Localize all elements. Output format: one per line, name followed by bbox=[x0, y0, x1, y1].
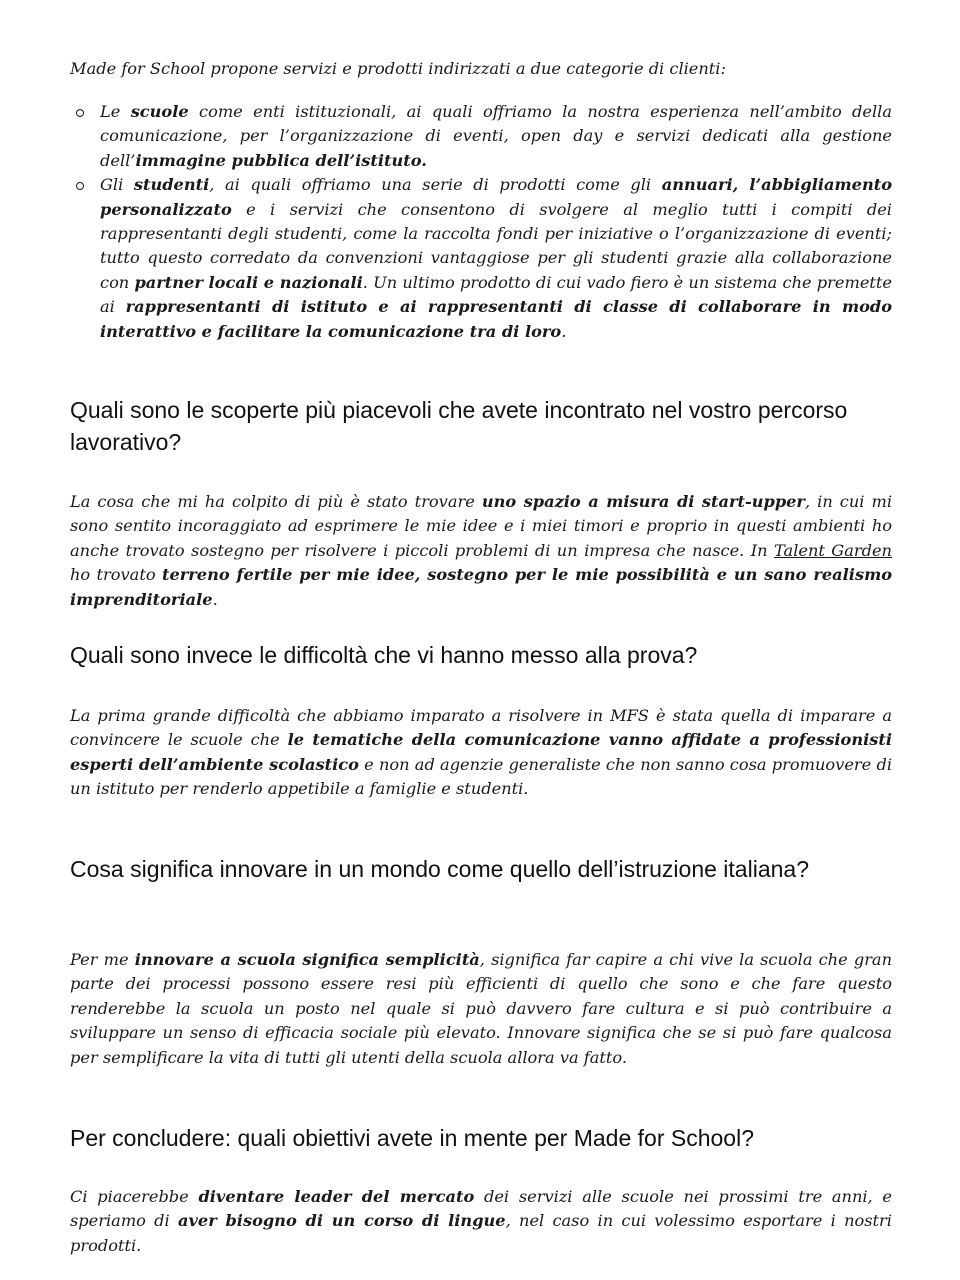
text-run: , nel caso in cui volessimo esportare i nostri prodotti. bbox=[70, 1211, 892, 1255]
client-students-text bbox=[100, 173, 892, 344]
section-heading-innovation: Cosa significa innovare in un mondo come quello dell’istruzione italiana? bbox=[70, 856, 809, 882]
text-run: La cosa che mi ha colpito di più è stato trovare bbox=[70, 492, 482, 511]
emphasis-text: studenti bbox=[133, 175, 210, 195]
section-heading-objectives: Per concludere: quali obiettivi avete in mente per Made for School? bbox=[70, 1125, 755, 1151]
section-paragraph-difficulties bbox=[70, 704, 892, 802]
text-run: come enti istituzionali, ai quali offriamo la nostra esperienza nell’ambito della comunicazione, per l’organizzazione di eventi, open day e servizi dedicati alla gestione dell’ bbox=[100, 102, 892, 170]
text-run: ho trovato bbox=[70, 565, 162, 585]
intro-paragraph: Made for School propone servizi e prodotti indirizzati a due categorie di clienti: bbox=[70, 59, 726, 78]
emphasis-text: innovare a scuola significa semplicità bbox=[134, 950, 480, 969]
emphasis-text: uno spazio a misura di start-upper bbox=[481, 492, 805, 511]
text-run: Le bbox=[100, 102, 131, 121]
section-heading-difficulties: Quali sono invece le difficoltà che vi hanno messo alla prova? bbox=[70, 642, 698, 668]
text-run: , in cui mi sono sentito incoraggiato ad esprimere le mie idee e i miei timori e proprio in questi ambienti ho anche trovato sostegno per risolvere i piccoli problemi di un impresa che nasce. In bbox=[70, 492, 892, 560]
emphasis-text: immagine pubblica dell’istituto. bbox=[135, 150, 427, 170]
list-item bbox=[70, 100, 892, 173]
emphasis-text: scuole bbox=[130, 102, 189, 121]
hollow-bullet-icon bbox=[76, 109, 84, 117]
text-run: , ai quali offriamo una serie di prodotti come gli bbox=[209, 175, 662, 195]
text-run: e non ad agenzie generaliste che non sanno cosa promuovere di un istituto per renderlo appetibile a famiglie e studenti. bbox=[70, 754, 892, 799]
text-run: e i servizi che consentono di svolgere al meglio tutti i compiti dei rappresentanti degli studenti, come la raccolta fondi per iniziative o l’organizzazione di eventi; tutto questo corredato da convenzioni vantaggiose per gli studenti grazie alla collaborazione con bbox=[100, 199, 892, 292]
text-run: La prima grande difficoltà che abbiamo imparato a risolvere in MFS è stata quella di imparare a convincere le scuole che bbox=[70, 706, 892, 750]
text-run: Ci piacerebbe bbox=[70, 1187, 199, 1206]
emphasis-text: partner locali e nazionali bbox=[134, 272, 363, 292]
emphasis-text: terreno fertile per mie idee, sostegno per le mie possibilità e un sano realismo imprenditoriale bbox=[70, 565, 892, 609]
list-item bbox=[70, 173, 892, 344]
section-paragraph-objectives bbox=[70, 1185, 892, 1258]
section-paragraph-discoveries bbox=[70, 490, 892, 612]
clients-list bbox=[70, 100, 892, 344]
text-run: . bbox=[212, 589, 218, 609]
emphasis-text: diventare leader del mercato bbox=[198, 1187, 475, 1206]
talent-garden-link[interactable]: Talent Garden bbox=[774, 540, 892, 560]
emphasis-text: aver bisogno di un corso di lingue bbox=[178, 1211, 506, 1231]
text-run: dei servizi alle scuole nei prossimi tre anni, e speriamo di bbox=[70, 1187, 892, 1231]
text-run: Per me bbox=[70, 950, 135, 969]
text-run: . Un ultimo prodotto di cui vado fiero è un sistema che premette ai bbox=[100, 272, 892, 317]
section-heading-discoveries: Quali sono le scoperte più piacevoli che avete incontrato nel vostro percorso lavorativo? bbox=[70, 397, 848, 455]
section-paragraph-innovation bbox=[70, 948, 892, 1070]
client-schools-text bbox=[100, 100, 892, 173]
text-run: Gli bbox=[100, 175, 134, 195]
emphasis-text: le tematiche della comunicazione vanno affidate a professionisti esperti dell’ambiente scolastico bbox=[70, 730, 892, 774]
text-run: , significa far capire a chi vive la scuola che gran parte dei processi possono essere resi più efficienti di quello che sono e che fare questo renderebbe la scuola un posto nel quale si può davvero fare cultura e si può contribuire a sviluppare un senso di efficacia sociale più elevato. Innovare significa che se si può fare qualcosa per semplificare la vita di tutti gli utenti della scuola allora va fatto. bbox=[70, 950, 893, 1067]
hollow-bullet-icon bbox=[76, 182, 84, 190]
emphasis-text: rappresentanti di istituto e ai rappresentanti di classe di collaborare in modo interattivo e facilitare la comunicazione tra di loro bbox=[100, 297, 892, 341]
text-run: . bbox=[561, 321, 567, 341]
emphasis-text: annuari, l’abbigliamento personalizzato bbox=[100, 175, 893, 219]
